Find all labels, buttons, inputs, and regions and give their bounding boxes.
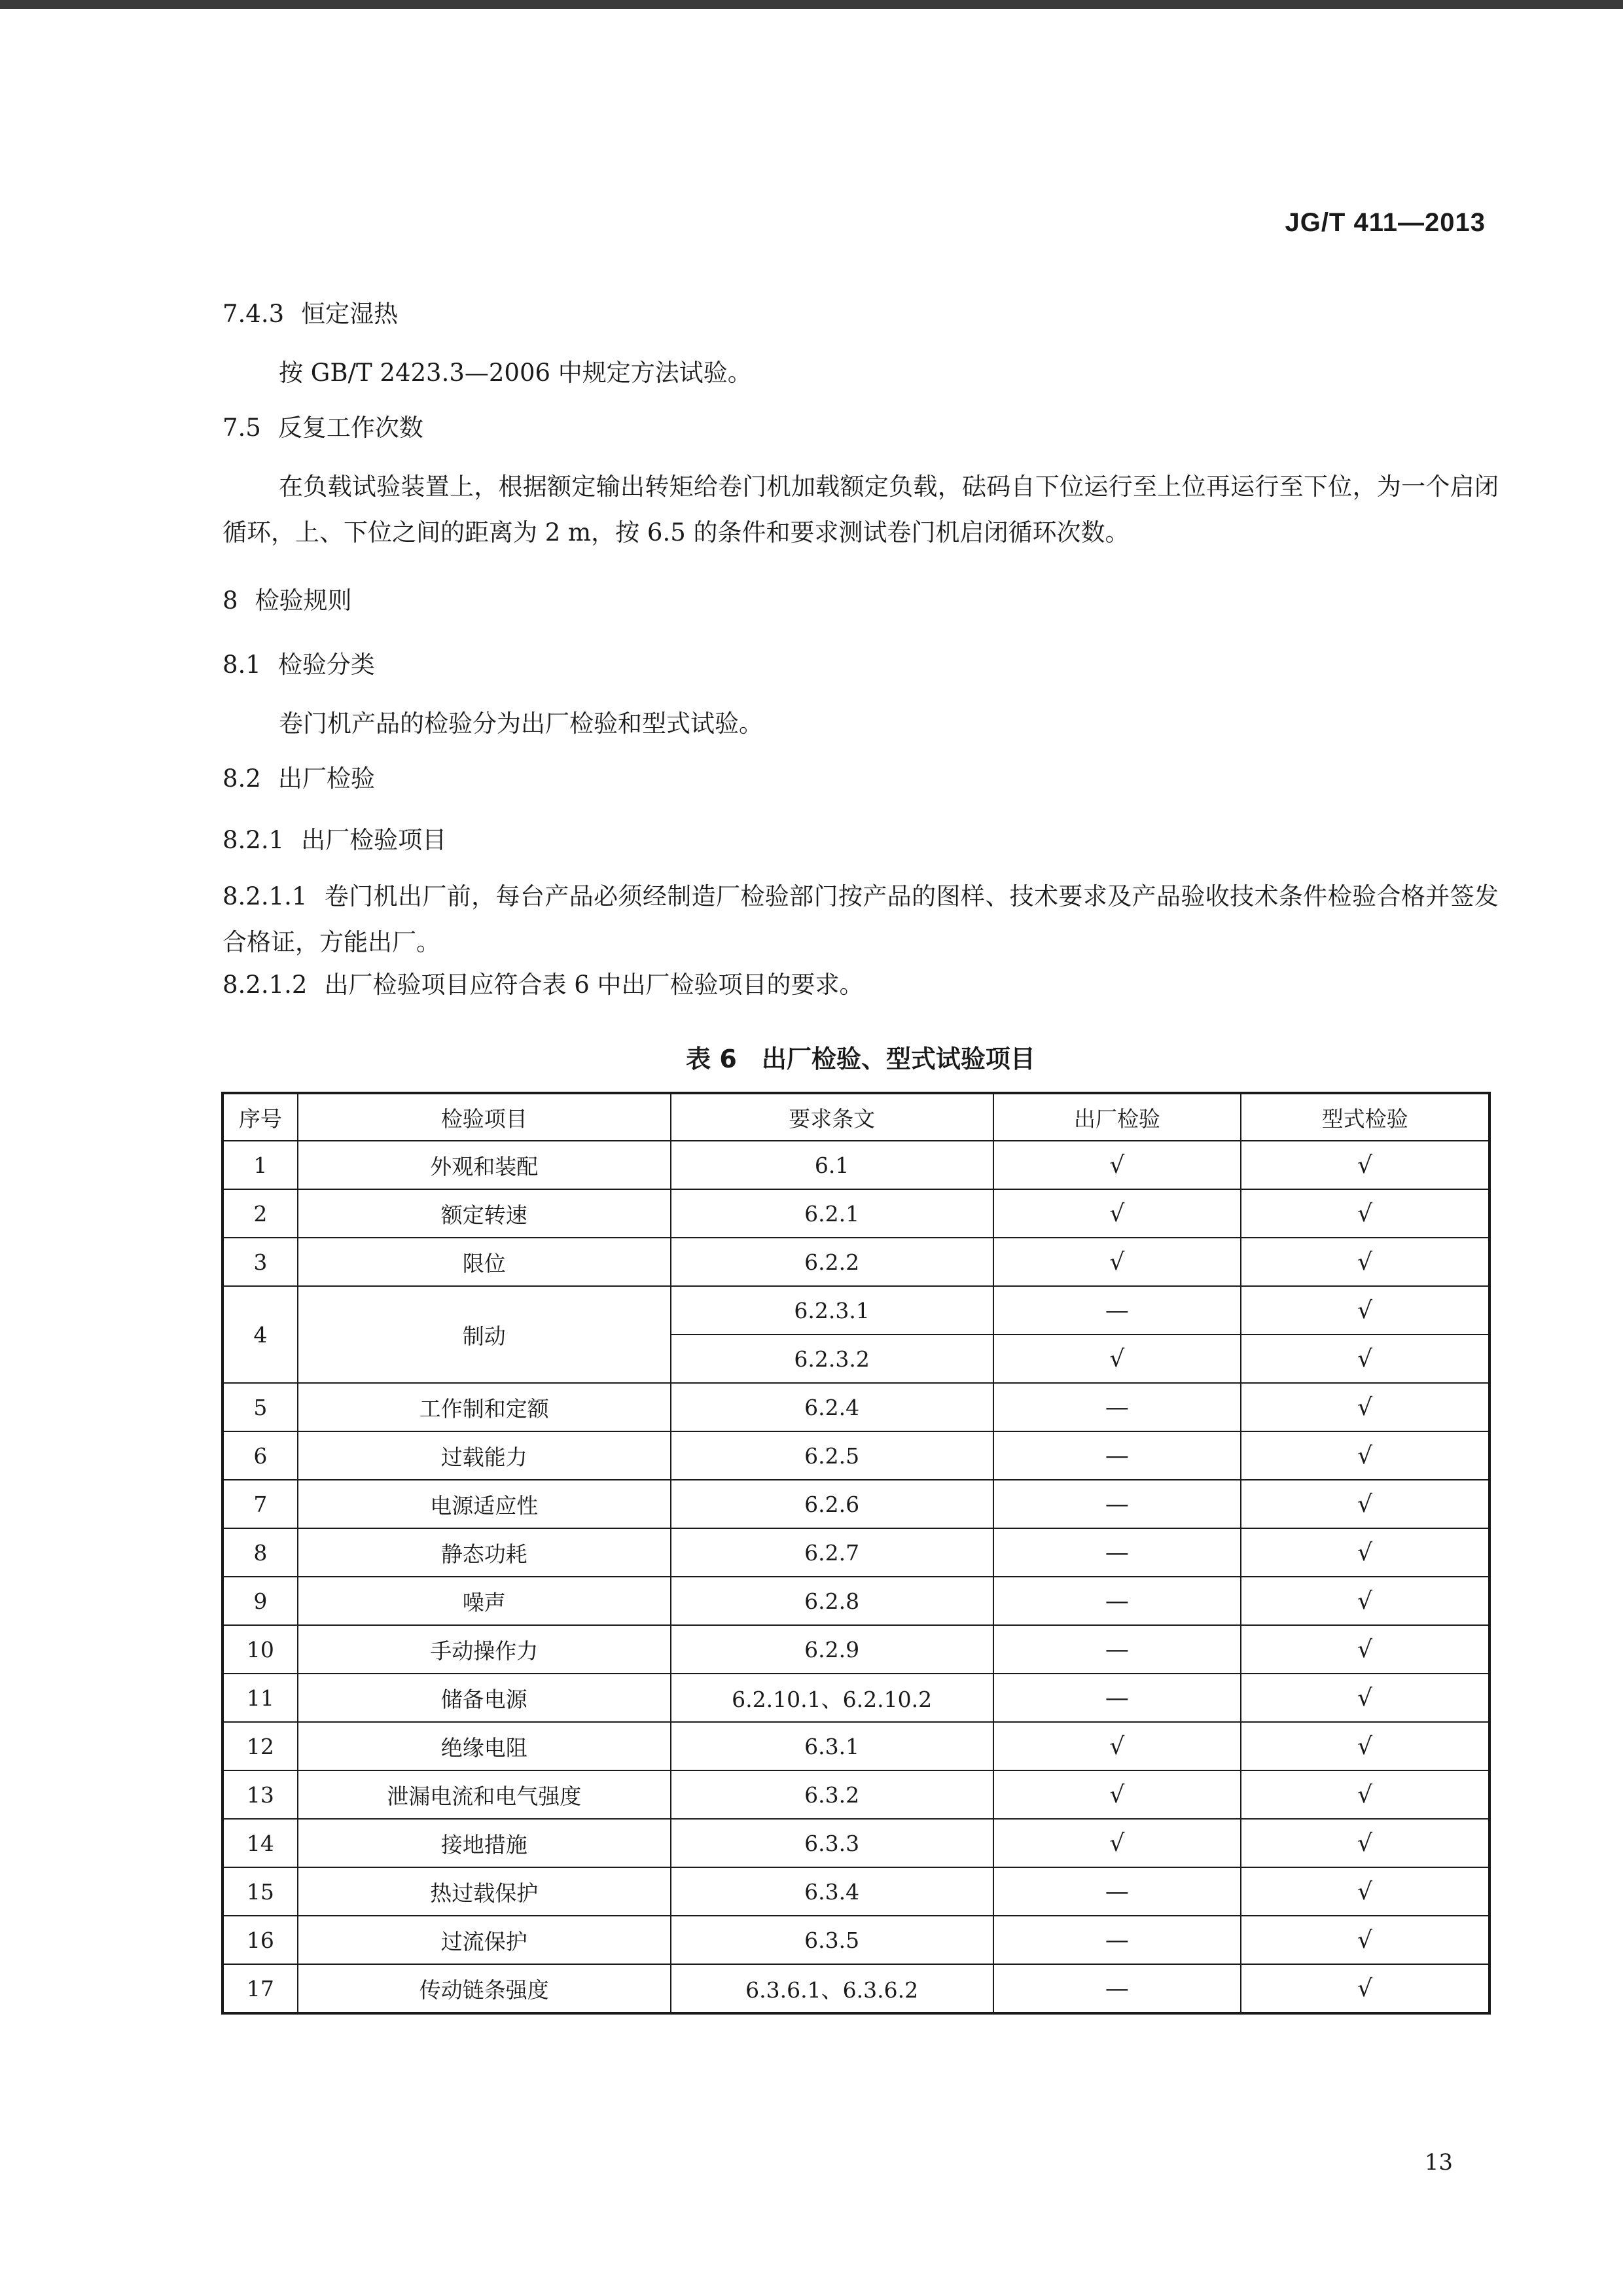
cell-clause: 6.2.2 [671,1238,993,1286]
inspection-items-table [221,1092,1491,2015]
table-row [223,1189,1489,1238]
cell-type-check: √ [1241,1335,1489,1383]
heading-title: 检验分类 [277,651,375,679]
cell-clause: 6.3.5 [671,1916,993,1964]
table-row [223,1916,1489,1964]
clause-8-2-1-2 [223,965,1499,1005]
paragraph: 在负载试验装置上，根据额定输出转矩给卷门机加载额定负载，砝码自下位运行至上位再运行至下位，为一个启闭循环，上、下位之间的距离为 2 m，按 6.5 的条件和要求测试卷门机启闭循环次数。 [223,473,1499,547]
cell-clause: 6.1 [671,1141,993,1189]
cell-number: 7 [223,1480,298,1528]
cell-clause: 6.2.3.1 [671,1286,993,1335]
cell-type-check: √ [1241,1383,1489,1431]
cell-type-check: √ [1241,1674,1489,1722]
heading-title: 恒定湿热 [301,300,399,328]
column-header: 出厂检验 [993,1093,1241,1141]
cell-type-check: √ [1241,1916,1489,1964]
cell-type-check: √ [1241,1577,1489,1625]
table-row [223,1141,1489,1189]
heading-7-5 [223,412,1499,444]
cell-factory-check: √ [993,1770,1241,1819]
cell-number: 6 [223,1431,298,1480]
cell-factory-check: √ [993,1238,1241,1286]
cell-clause: 6.2.1 [671,1189,993,1238]
cell-number: 9 [223,1577,298,1625]
column-header: 要求条文 [671,1093,993,1141]
table-row [223,1577,1489,1625]
cell-type-check: √ [1241,1480,1489,1528]
heading-8 [223,584,1499,617]
column-header: 序号 [223,1093,298,1141]
cell-clause: 6.2.9 [671,1625,993,1674]
cell-number: 11 [223,1674,298,1722]
table-caption: 表 6 出厂检验、型式试验项目 [686,1045,1035,1073]
cell-clause: 6.3.1 [671,1722,993,1770]
cell-clause: 6.2.3.2 [671,1335,993,1383]
cell-type-check: √ [1241,1189,1489,1238]
clause-number: 8.2.1.1 [223,882,308,910]
document-body [223,298,1499,2015]
cell-item: 工作制和定额 [298,1383,671,1431]
heading-number: 7.4.3 [223,300,285,328]
heading-title: 检验规则 [255,586,352,615]
cell-number: 10 [223,1625,298,1674]
cell-item: 绝缘电阻 [298,1722,671,1770]
table-body [223,1141,1489,2013]
cell-factory-check: √ [993,1335,1241,1383]
cell-item: 传动链条强度 [298,1964,671,2013]
table-header-row [223,1093,1489,1141]
cell-item: 泄漏电流和电气强度 [298,1770,671,1819]
cell-factory-check: — [993,1383,1241,1431]
table-row [223,1625,1489,1674]
cell-type-check: √ [1241,1867,1489,1916]
cell-type-check: √ [1241,1964,1489,2013]
cell-factory-check: — [993,1286,1241,1335]
table-row [223,1286,1489,1335]
cell-factory-check: — [993,1625,1241,1674]
cell-factory-check: √ [993,1189,1241,1238]
cell-clause: 6.2.8 [671,1577,993,1625]
heading-number: 8 [223,586,238,615]
cell-clause: 6.2.6 [671,1480,993,1528]
cell-item: 额定转速 [298,1189,671,1238]
cell-item: 电源适应性 [298,1480,671,1528]
table-row [223,1867,1489,1916]
column-header: 检验项目 [298,1093,671,1141]
cell-clause: 6.2.5 [671,1431,993,1480]
page-number: 13 [1424,2149,1453,2176]
cell-item: 限位 [298,1238,671,1286]
cell-type-check: √ [1241,1528,1489,1577]
heading-8-2-1 [223,824,1499,857]
cell-factory-check: — [993,1431,1241,1480]
cell-clause: 6.2.10.1、6.2.10.2 [671,1674,993,1722]
cell-item: 手动操作力 [298,1625,671,1674]
clause-text: 出厂检验项目应符合表 6 中出厂检验项目的要求。 [324,971,864,999]
clause-number: 8.2.1.2 [223,971,308,999]
standard-code: JG/T 411—2013 [1285,208,1486,237]
cell-item: 接地措施 [298,1819,671,1867]
heading-number: 7.5 [223,414,261,442]
heading-7-4-3 [223,298,1499,331]
clause-text: 卷门机出厂前，每台产品必须经制造厂检验部门按产品的图样、技术要求及产品验收技术条件检验合格并签发合格证，方能出厂。 [223,882,1499,956]
cell-factory-check: √ [993,1819,1241,1867]
cell-type-check: √ [1241,1722,1489,1770]
heading-8-2 [223,762,1499,795]
cell-item: 过流保护 [298,1916,671,1964]
table-row [223,1770,1489,1819]
heading-title: 反复工作次数 [277,414,423,442]
cell-item: 过载能力 [298,1431,671,1480]
cell-number: 12 [223,1722,298,1770]
table-row [223,1383,1489,1431]
cell-number: 14 [223,1819,298,1867]
cell-item: 储备电源 [298,1674,671,1722]
paragraph: 卷门机产品的检验分为出厂检验和型式试验。 [279,709,763,738]
cell-type-check: √ [1241,1625,1489,1674]
cell-type-check: √ [1241,1238,1489,1286]
table-row [223,1480,1489,1528]
cell-factory-check: — [993,1674,1241,1722]
cell-factory-check: — [993,1916,1241,1964]
cell-number: 17 [223,1964,298,2013]
cell-factory-check: — [993,1964,1241,2013]
cell-number: 5 [223,1383,298,1431]
cell-item: 静态功耗 [298,1528,671,1577]
cell-type-check: √ [1241,1141,1489,1189]
cell-clause: 6.3.6.1、6.3.6.2 [671,1964,993,2013]
heading-number: 8.2 [223,764,261,793]
table-row [223,1819,1489,1867]
heading-title: 出厂检验项目 [301,826,447,854]
table-row [223,1431,1489,1480]
paragraph: 按 GB/T 2423.3—2006 中规定方法试验。 [279,359,752,387]
clause-8-2-1-1 [223,874,1499,965]
cell-factory-check: √ [993,1141,1241,1189]
cell-item: 噪声 [298,1577,671,1625]
cell-factory-check: — [993,1577,1241,1625]
table-row [223,1238,1489,1286]
cell-type-check: √ [1241,1819,1489,1867]
heading-number: 8.1 [223,651,261,679]
heading-8-1 [223,649,1499,681]
heading-number: 8.2.1 [223,826,285,854]
cell-number: 15 [223,1867,298,1916]
cell-clause: 6.2.4 [671,1383,993,1431]
cell-number: 4 [223,1286,298,1383]
cell-item: 制动 [298,1286,671,1383]
cell-clause: 6.3.3 [671,1819,993,1867]
cell-type-check: √ [1241,1431,1489,1480]
scan-edge [0,0,1623,9]
cell-number: 2 [223,1189,298,1238]
cell-factory-check: — [993,1528,1241,1577]
cell-item: 外观和装配 [298,1141,671,1189]
cell-number: 16 [223,1916,298,1964]
table-row [223,1722,1489,1770]
cell-factory-check: √ [993,1722,1241,1770]
cell-clause: 6.2.7 [671,1528,993,1577]
cell-number: 8 [223,1528,298,1577]
table-row [223,1674,1489,1722]
table-row [223,1964,1489,2013]
cell-clause: 6.3.4 [671,1867,993,1916]
cell-factory-check: — [993,1867,1241,1916]
column-header: 型式检验 [1241,1093,1489,1141]
cell-type-check: √ [1241,1770,1489,1819]
cell-item: 热过载保护 [298,1867,671,1916]
cell-type-check: √ [1241,1286,1489,1335]
cell-number: 3 [223,1238,298,1286]
heading-title: 出厂检验 [277,764,375,793]
cell-clause: 6.3.2 [671,1770,993,1819]
cell-number: 13 [223,1770,298,1819]
table-row [223,1528,1489,1577]
cell-number: 1 [223,1141,298,1189]
cell-factory-check: — [993,1480,1241,1528]
